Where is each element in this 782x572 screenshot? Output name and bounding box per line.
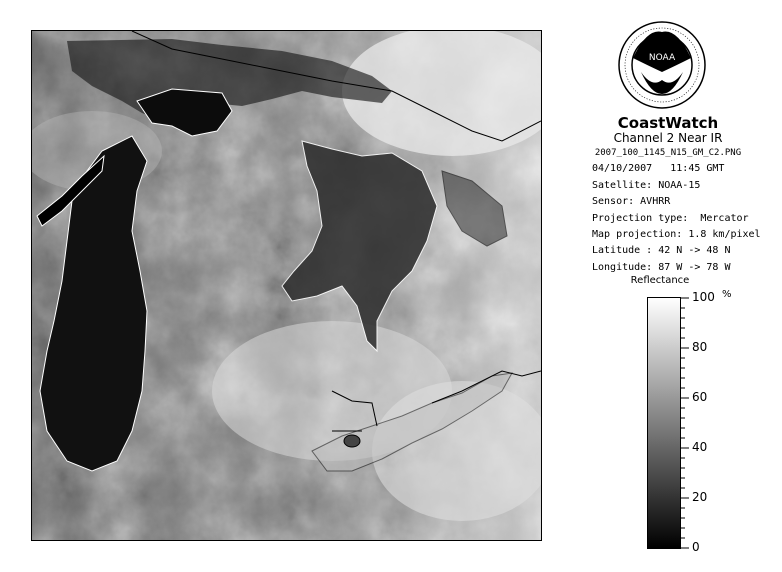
lake-st-clair [344,435,360,447]
colorbar-unit: % [722,289,732,300]
satellite-map [31,30,542,541]
colorbar [647,297,681,549]
colorbar-tick-label: 80 [692,340,708,354]
map-imagery [32,31,541,540]
colorbar-tick-label: 60 [692,390,708,404]
colorbar-title: Reflectance [630,275,690,286]
datetime-label: 04/10/2007 11:45 GMT [592,163,725,174]
colorbar-tick-label: 20 [692,490,708,504]
map-projection-label: Map projection: 1.8 km/pixel [592,229,761,240]
satellite-label: Satellite: NOAA-15 [592,180,701,191]
noaa-seal-icon [617,20,707,110]
product-title: CoastWatch [617,114,719,132]
longitude-label: Longitude: 87 W -> 78 W [592,262,731,273]
noaa-logo [617,20,707,110]
filename-label: 2007_100_1145_N15_GM_C2.PNG [594,148,742,158]
projection-type-label: Projection type: Mercator [592,213,749,224]
latitude-label: Latitude : 42 N -> 48 N [592,245,731,256]
channel-label: Channel 2 Near IR [613,131,723,145]
colorbar-tick-label: 100 [692,290,715,304]
colorbar-tick-label: 40 [692,440,708,454]
colorbar-tick-label: 0 [692,540,700,554]
sensor-label: Sensor: AVHRR [592,196,671,207]
logo-text: NOAA [648,53,676,63]
